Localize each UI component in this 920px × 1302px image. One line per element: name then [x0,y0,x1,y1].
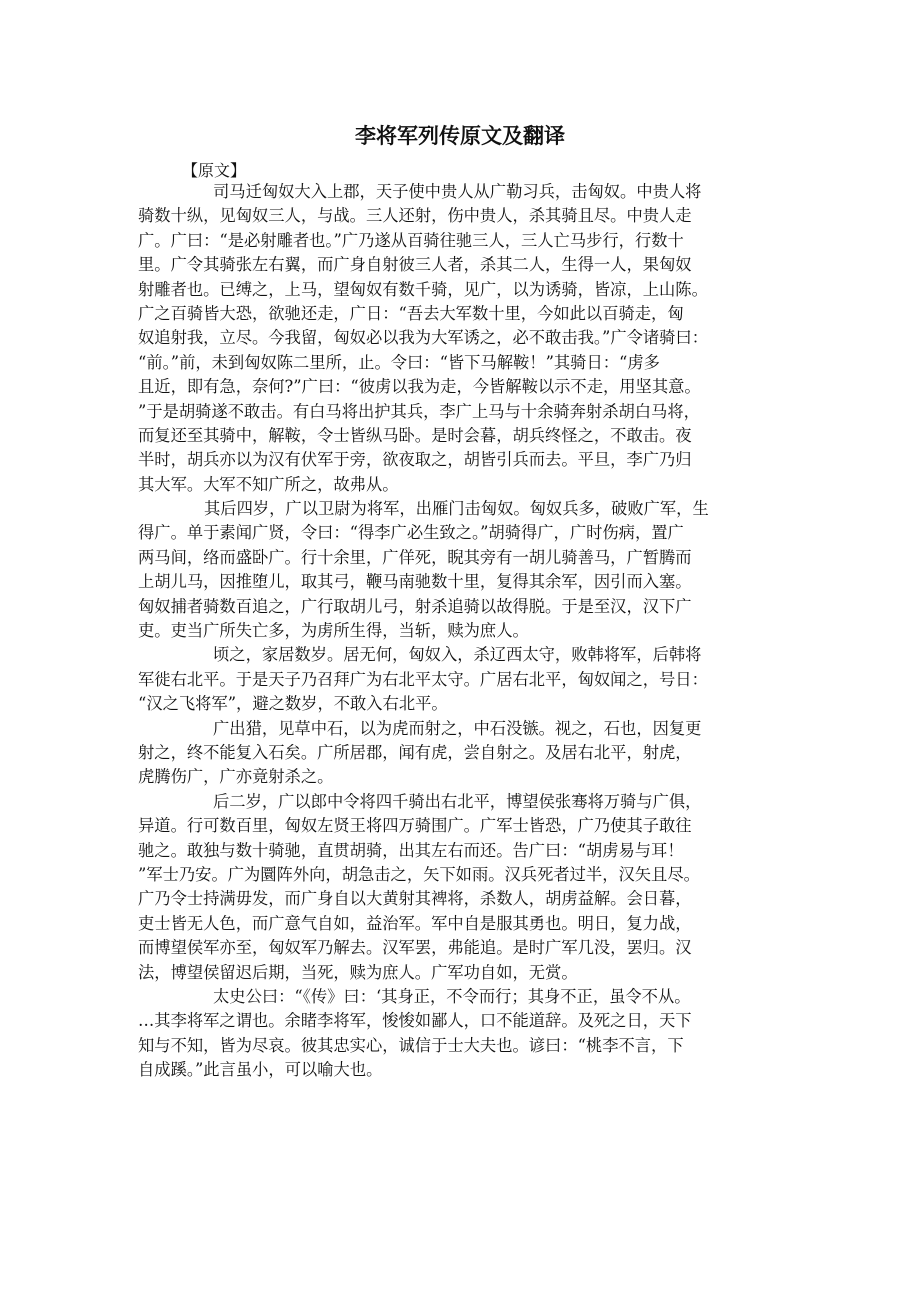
text-line: 驰之。敢独与数十骑驰，直贯胡骑，出其左右而还。告广曰：“胡虏易与耳！ [138,840,684,860]
text-line: 匈奴捕者骑数百追之，广行取胡儿弓，射杀追骑以故得脱。于是至汉，汉下广 [138,596,692,616]
text-line: 而复还至其骑中，解鞍，令士皆纵马卧。是时会暮，胡兵终怪之，不敢击。夜 [138,425,692,445]
original-text-body [138,180,788,1082]
text-line: 且近，即有急，奈何?”广曰：“彼虏以我为走，今皆解鞍以示不走，用坚其意。 [138,377,701,397]
text-line: 吏士皆无人色，而广意气自如，益治军。军中自是服其勇也。明日，复力战， [138,913,692,933]
text-line: 知与不知，皆为尽哀。彼其忠实心，诚信于士大夫也。谚曰：“桃李不言，下 [138,1035,684,1055]
text-line: 得广。单于素闻广贤，令曰：“得李广必生致之。”胡骑得广，广时伤病，置广 [138,523,684,543]
text-line: 上胡儿马，因推堕儿，取其弓，鞭马南驰数十里，复得其余军，因引而入塞。 [138,572,692,592]
text-line: “前。”前，未到匈奴陈二里所，止。令曰：“皆下马解鞍！”其骑日：“虏多 [138,352,660,372]
text-line: 里。广令其骑张左右翼，而广身自射彼三人者，杀其二人，生得一人，果匈奴 [138,255,692,275]
text-line: 奴追射我，立尽。今我留，匈奴必以我为大军诱之，必不敢击我。”广令诸骑曰： [138,328,709,348]
text-line: 吏。吏当广所失亡多，为虏所生得，当斩，赎为庶人。 [138,621,529,641]
text-line: 射之，终不能复入石矣。广所居郡，闻有虎，尝自射之。及居右北平，射虎， [138,742,692,762]
text-line: ”于是胡骑遂不敢击。有白马将出护其兵，李广上马与十余骑奔射杀胡白马将， [138,401,700,421]
text-line: “汉之飞将军”，避之数岁，不敢入右北平。 [138,694,448,714]
text-line: 骑数十纵，见匈奴三人，与战。三人还射，伤中贵人，杀其骑且尽。中贵人走 [138,206,692,226]
text-line: 两马间，络而盛卧广。行十余里，广佯死，睨其旁有一胡儿骑善马，广暂腾而 [138,547,692,567]
text-line: 广。广曰：“是必射雕者也。”广乃遂从百骑往驰三人，三人亡马步行，行数十 [138,230,684,250]
text-line: 自成蹊。”此言虽小，可以喻大也。 [138,1060,383,1080]
text-line: 后二岁，广以郎中令将四千骑出右北平，博望侯张骞将万骑与广俱， [213,791,702,811]
text-line: …其李将军之谓也。余睹李将军，悛悛如鄙人，口不能道辞。及死之日，天下 [138,1011,692,1031]
text-line: 半时，胡兵亦以为汉有伏军于旁，欲夜取之，胡皆引兵而去。平旦，李广乃归 [138,450,692,470]
text-line: 军徙右北平。于是天子乃召拜广为右北平太守。广居右北平，匈奴闻之，号日： [138,669,708,689]
text-line: 广之百骑皆大恐，欲驰还走，广日：“吾去大军数十里，今如此以百骑走，匈 [138,303,684,323]
text-line: 太史公曰：“《传》曰：‘其身正，不令而行；其身不正，虽令不从。 [213,986,691,1006]
document-title: 李将军列传原文及翻译 [355,124,565,148]
text-line: 异道。行可数百里，匈奴左贤王将四万骑围广。广军士皆恐，广乃使其子敢往 [138,816,692,836]
section-label: 【原文】 [182,161,247,180]
text-line: 而博望侯军亦至，匈奴军乃解去。汉军罢，弗能追。是时广军几没，罢归。汉 [138,938,692,958]
text-line: 虎腾伤广，广亦竟射杀之。 [138,767,334,787]
text-line: 广出猎，见草中石，以为虎而射之，中石没镞。视之，石也，因复更 [213,718,702,738]
text-line: 司马迁匈奴大入上郡，天子使中贵人从广勒习兵，击匈奴。中贵人将 [213,182,702,201]
text-line: 法，博望侯留迟后期，当死，赎为庶人。广军功自如，无赏。 [138,962,578,982]
text-line: 其大军。大军不知广所之，故弗从。 [138,474,399,494]
text-line: 其后四岁，广以卫尉为将军，出雁门击匈奴。匈奴兵多，破败广军，生 [204,499,709,519]
text-line: ”军士乃安。广为圜阵外向，胡急击之，矢下如雨。汉兵死者过半，汉矢且尽。 [138,864,700,884]
text-line: 射雕者也。已缚之，上马，望匈奴有数千骑，见广，以为诱骑，皆凉，上山陈。 [138,279,708,299]
text-line: 顷之，家居数岁。居无何，匈奴入，杀辽西太守，败韩将军，后韩将 [213,645,702,665]
text-line: 广乃令士持满毋发，而广身自以大黄射其裨将，杀数人，胡虏益解。会日暮， [138,889,692,909]
